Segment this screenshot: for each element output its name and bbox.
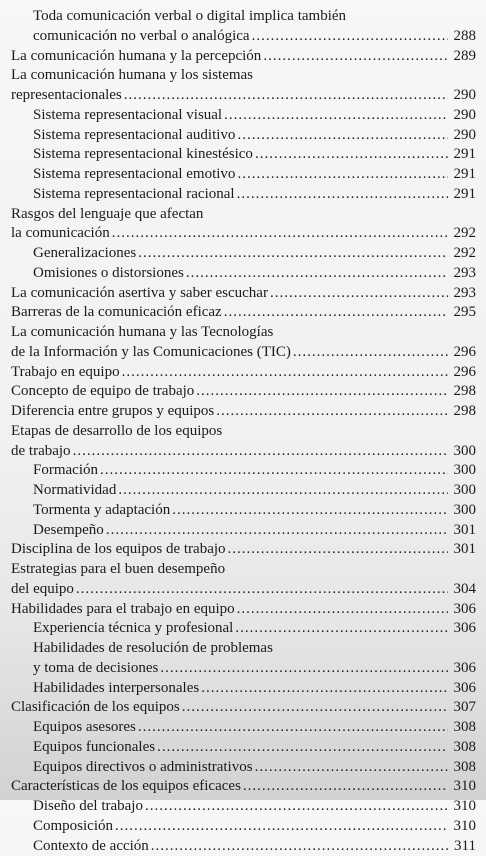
dot-leader xyxy=(237,126,448,146)
toc-line xyxy=(0,165,486,185)
dot-leader xyxy=(106,521,448,541)
toc-entry-title: de la Información y las Comunicaciones (TIC) xyxy=(11,343,291,363)
toc-line xyxy=(0,619,486,639)
toc-page-number: 306 xyxy=(450,659,476,679)
toc-line xyxy=(0,343,486,363)
toc-line xyxy=(0,303,486,323)
toc-page-number: 291 xyxy=(450,145,476,165)
toc-entry xyxy=(0,205,486,245)
dot-leader xyxy=(255,145,448,165)
toc-entry-title: representacionales xyxy=(11,86,122,106)
toc-page-number: 301 xyxy=(450,521,476,541)
toc-line xyxy=(0,126,486,146)
toc-entry-title: La comunicación humana y los sistemas xyxy=(11,66,253,86)
toc-page-number: 298 xyxy=(450,402,476,422)
toc-page-number: 306 xyxy=(450,600,476,620)
toc-entry-title: Generalizaciones xyxy=(33,244,136,264)
toc-entry xyxy=(0,461,486,481)
toc-page-number: 306 xyxy=(450,619,476,639)
toc-page-number: 296 xyxy=(450,363,476,383)
toc-page-number: 304 xyxy=(450,580,476,600)
toc-entry-title: Trabajo en equipo xyxy=(11,363,120,383)
toc-page-number: 291 xyxy=(450,185,476,205)
dot-leader xyxy=(224,303,448,323)
dot-leader xyxy=(118,481,448,501)
toc-entry-title: La comunicación asertiva y saber escuchar xyxy=(11,284,268,304)
dot-leader xyxy=(76,580,448,600)
toc-page-number: 310 xyxy=(450,817,476,837)
toc-line xyxy=(0,323,486,343)
toc-line xyxy=(0,698,486,718)
dot-leader xyxy=(243,777,448,797)
toc-page-number: 293 xyxy=(450,284,476,304)
toc-line xyxy=(0,224,486,244)
toc-entry-title: Concepto de equipo de trabajo xyxy=(11,382,194,402)
toc-entry xyxy=(0,698,486,718)
toc-line xyxy=(0,837,486,856)
toc-entry xyxy=(0,837,486,856)
dot-leader xyxy=(235,619,448,639)
toc-entry xyxy=(0,481,486,501)
toc-line xyxy=(0,738,486,758)
dot-leader xyxy=(100,461,448,481)
toc-entry-title: Diseño del trabajo xyxy=(33,797,143,817)
toc-entry-title: comunicación no verbal o analógica xyxy=(33,27,250,47)
toc-line xyxy=(0,560,486,580)
toc-entry-title: Sistema representacional visual xyxy=(33,106,222,126)
toc-line xyxy=(0,580,486,600)
toc-entry-title: Equipos asesores xyxy=(33,718,136,738)
toc-line xyxy=(0,106,486,126)
toc-entry-title: La comunicación humana y las Tecnologías xyxy=(11,323,273,343)
toc-page-number: 292 xyxy=(450,244,476,264)
toc-entry-title: Desempeño xyxy=(33,521,104,541)
toc-line xyxy=(0,382,486,402)
toc-line xyxy=(0,758,486,778)
toc-line xyxy=(0,461,486,481)
toc-line xyxy=(0,284,486,304)
toc-entry xyxy=(0,560,486,600)
toc-entry-title: Sistema representacional kinestésico xyxy=(33,145,253,165)
toc-entry-title: Normatividad xyxy=(33,481,116,501)
toc-entry xyxy=(0,738,486,758)
toc-entry xyxy=(0,758,486,778)
toc-entry xyxy=(0,619,486,639)
toc-entry xyxy=(0,639,486,679)
toc-page-number: 292 xyxy=(450,224,476,244)
toc-line xyxy=(0,600,486,620)
dot-leader xyxy=(115,817,448,837)
toc-entry xyxy=(0,718,486,738)
toc-page-number: 301 xyxy=(450,540,476,560)
toc-entry xyxy=(0,7,486,47)
toc-line xyxy=(0,817,486,837)
toc-page-number: 308 xyxy=(450,718,476,738)
toc-entry xyxy=(0,679,486,699)
toc-line xyxy=(0,501,486,521)
toc-entry-title: Barreras de la comunicación eficaz xyxy=(11,303,222,323)
dot-leader xyxy=(157,738,448,758)
toc-entry-title: Contexto de acción xyxy=(33,837,149,856)
toc-page-number: 295 xyxy=(450,303,476,323)
toc-page-number: 310 xyxy=(450,797,476,817)
toc-page-number: 289 xyxy=(450,47,476,67)
toc-entry-title: La comunicación humana y la percepción xyxy=(11,47,261,67)
toc-entry xyxy=(0,106,486,126)
toc-line xyxy=(0,402,486,422)
toc-entry xyxy=(0,363,486,383)
toc-page-number: 307 xyxy=(450,698,476,718)
toc-entry-title: Diferencia entre grupos y equipos xyxy=(11,402,214,422)
dot-leader xyxy=(138,718,448,738)
toc-line xyxy=(0,7,486,27)
toc-line xyxy=(0,86,486,106)
dot-leader xyxy=(293,343,448,363)
toc-page-number: 306 xyxy=(450,679,476,699)
toc-entry xyxy=(0,600,486,620)
toc-line xyxy=(0,442,486,462)
toc-line xyxy=(0,244,486,264)
toc-entry xyxy=(0,777,486,797)
toc-entry xyxy=(0,817,486,837)
toc-entry-title: Equipos funcionales xyxy=(33,738,155,758)
toc-entry-title: Sistema representacional racional xyxy=(33,185,235,205)
toc-line xyxy=(0,205,486,225)
toc-page-number: 300 xyxy=(450,481,476,501)
toc-page-number: 310 xyxy=(450,777,476,797)
toc-entry-title: Sistema representacional auditivo xyxy=(33,126,235,146)
toc-entry xyxy=(0,501,486,521)
dot-leader xyxy=(124,86,448,106)
toc-entry-title: Clasificación de los equipos xyxy=(11,698,180,718)
dot-leader xyxy=(172,501,448,521)
toc-entry-title: Habilidades interpersonales xyxy=(33,679,199,699)
toc-entry-title: Composición xyxy=(33,817,113,837)
toc-entry xyxy=(0,422,486,462)
toc-line xyxy=(0,145,486,165)
dot-leader xyxy=(216,402,448,422)
dot-leader xyxy=(224,106,448,126)
toc-line xyxy=(0,363,486,383)
toc-line xyxy=(0,66,486,86)
toc-page-number: 308 xyxy=(450,758,476,778)
toc-entry xyxy=(0,402,486,422)
dot-leader xyxy=(252,27,448,47)
toc-entry xyxy=(0,66,486,106)
toc-entry-title: Habilidades de resolución de problemas xyxy=(33,639,273,659)
toc-line xyxy=(0,264,486,284)
toc-entry-title: Equipos directivos o administrativos xyxy=(33,758,253,778)
toc-entry xyxy=(0,244,486,264)
dot-leader xyxy=(160,659,448,679)
toc-line xyxy=(0,27,486,47)
toc-page-number: 298 xyxy=(450,382,476,402)
toc-line xyxy=(0,659,486,679)
toc-entry xyxy=(0,185,486,205)
toc-page-number: 308 xyxy=(450,738,476,758)
toc-entry-title: Disciplina de los equipos de trabajo xyxy=(11,540,226,560)
toc-entry xyxy=(0,382,486,402)
toc-line xyxy=(0,422,486,442)
dot-leader xyxy=(237,165,448,185)
dot-leader xyxy=(182,698,448,718)
toc-page-number: 300 xyxy=(450,461,476,481)
toc-page-number: 291 xyxy=(450,165,476,185)
toc-line xyxy=(0,47,486,67)
toc-page-number: 296 xyxy=(450,343,476,363)
toc-entry xyxy=(0,323,486,363)
toc-page-number: 300 xyxy=(450,501,476,521)
toc-entry-title: Habilidades para el trabajo en equipo xyxy=(11,600,235,620)
toc-line xyxy=(0,679,486,699)
toc-entry-title: Etapas de desarrollo de los equipos xyxy=(11,422,222,442)
toc-line xyxy=(0,185,486,205)
dot-leader xyxy=(122,363,448,383)
dot-leader xyxy=(138,244,448,264)
dot-leader xyxy=(270,284,448,304)
toc-entry-title: Omisiones o distorsiones xyxy=(33,264,184,284)
toc-entry-title: Características de los equipos eficaces xyxy=(11,777,241,797)
dot-leader xyxy=(237,600,448,620)
toc-page-number: 293 xyxy=(450,264,476,284)
toc-entry xyxy=(0,521,486,541)
toc-entry-title: del equipo xyxy=(11,580,74,600)
toc-entry-title: Formación xyxy=(33,461,98,481)
toc-line xyxy=(0,481,486,501)
toc-entry xyxy=(0,165,486,185)
table-of-contents xyxy=(0,7,486,856)
toc-entry xyxy=(0,284,486,304)
toc-line xyxy=(0,540,486,560)
toc-entry xyxy=(0,540,486,560)
toc-page-number: 290 xyxy=(450,86,476,106)
dot-leader xyxy=(151,837,448,856)
toc-line xyxy=(0,718,486,738)
toc-entry-title: Estrategias para el buen desempeño xyxy=(11,560,225,580)
toc-entry xyxy=(0,303,486,323)
toc-entry-title: de trabajo xyxy=(11,442,71,462)
toc-line xyxy=(0,777,486,797)
dot-leader xyxy=(196,382,448,402)
toc-page-number: 290 xyxy=(450,106,476,126)
dot-leader xyxy=(186,264,448,284)
dot-leader xyxy=(255,758,448,778)
toc-page-number: 311 xyxy=(450,837,476,856)
toc-entry-title: Toda comunicación verbal o digital implica también xyxy=(33,7,346,27)
toc-page-number: 288 xyxy=(450,27,476,47)
toc-entry-title: y toma de decisiones xyxy=(33,659,158,679)
toc-entry xyxy=(0,126,486,146)
toc-entry xyxy=(0,47,486,67)
toc-line xyxy=(0,521,486,541)
toc-entry xyxy=(0,264,486,284)
dot-leader xyxy=(237,185,448,205)
toc-entry-title: Rasgos del lenguaje que afectan xyxy=(11,205,203,225)
toc-entry xyxy=(0,145,486,165)
dot-leader xyxy=(263,47,448,67)
toc-page-number: 290 xyxy=(450,126,476,146)
dot-leader xyxy=(228,540,448,560)
dot-leader xyxy=(73,442,448,462)
dot-leader xyxy=(112,224,448,244)
dot-leader xyxy=(201,679,448,699)
toc-entry-title: Sistema representacional emotivo xyxy=(33,165,235,185)
toc-entry-title: la comunicación xyxy=(11,224,110,244)
toc-page-number: 300 xyxy=(450,442,476,462)
toc-line xyxy=(0,639,486,659)
toc-entry-title: Experiencia técnica y profesional xyxy=(33,619,233,639)
toc-entry-title: Tormenta y adaptación xyxy=(33,501,170,521)
